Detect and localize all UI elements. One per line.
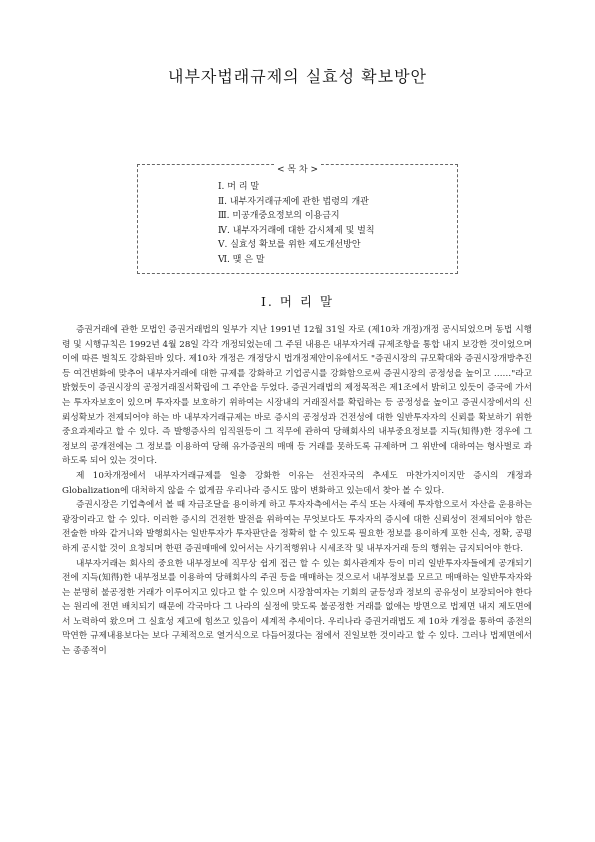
table-of-contents: [137, 164, 458, 274]
toc-list: [218, 180, 375, 268]
section-heading: Ⅰ. 머 리 말: [260, 294, 335, 309]
toc-item: Ⅵ. 맺 은 말: [218, 254, 265, 265]
toc-item: Ⅳ. 내부자거래에 대한 감시체제 및 벌칙: [218, 225, 375, 236]
toc-heading: < 목 차 >: [138, 164, 457, 176]
toc-item: Ⅲ. 미공개중요정보의 이용금지: [218, 211, 340, 222]
paragraph: 제 10차개정에서 내부자거래규제를 일층 강화한 이유는 선진자국의 추세도 마찬가지이지만 증시의 개정과 Globalization에 대처하지 않을 수 없게끔 우리나라 증시도 많이 변화하고 있는데서 찾아 볼 수 있다.: [62, 470, 532, 496]
document-title: 내부자법래규제의 실효성 확보방안: [167, 67, 427, 86]
paragraph: 증권거래에 관한 모법인 증권거래법의 일부가 지난 1991년 12월 31일 자로 (제10차 개정)개정 공시되었으며 동법 시행령 및 시행규칙은 1992년 4월 28일 각각 개정되었는데 그 주된 내용은 내부자거래 규제조항을 통합 내지 보강한 것이었으며 이에 따른 벌칙도 강화된바 있다. 제10차 개정은 개정당시 법개정제안이유에서도 "증권시장의 규모확대와 증권시장개방추진등 여건변화에 맞추어 내부자거래에 대한 규제를 강화하고 기업공시를 강화함으로써 증권시장의 공정성을 높이고 ……"라고 밝혔듯이 증권시장의 공정거래질서확립에 그 주안을 두었다. 증권거래법의 제정목적은 제1조에서 밝히고 있듯이 증국에 가서는 투자자보호이 있으며 투자자를 보호하기 위하여는 시장내의 거래질서를 확립하는 등 공정성을 높이고 증권시장에서의 신뢰성확보가 전제되어야 하는 바 내부자거래규제는 바로 증시의 공정성과 건전성에 대한 일반투자자의 신뢰를 확보하기 위한 중요과제라고 할 수 있다. 즉 발행증사의 임직원등이 그 직무에 관하여 당해회사의 내부중요정보를 지득(知得)한 경우에 그 정보의 공개전에는 그 정보를 이용하여 당해 유가증권의 매매 등 거래를 못하도록 규제하며 그 위반에 대하여는 형사벌로 과하도록 되어 있는 것이다.: [62, 325, 532, 467]
toc-item: Ⅰ. 머 리 말: [218, 182, 260, 192]
body-text: [62, 323, 532, 659]
paragraph: 증권시장은 기업측에서 볼 때 자금조달을 용이하게 하고 투자자측에서는 주식 또는 사채에 투자함으로서 자산을 운용하는 광장이라고 할 수 있다. 이러한 증시의 건전한 발전을 위하여는 무엇보다도 투자자의 증시에 대한 신뢰성이 전제되어야 함은 전술한 바와 같거니와 발행회사는 일반투자가 투자판단을 정확히 할 수 있도록 필요한 정보를 용이하게 포한 신속, 정확, 공평하게 공시할 것이 요청되며 한편 증권매매에 있어서는 사기적행위나 시세조작 및 내부자거래 등의 행위는 금지되어야 한다.: [62, 500, 532, 554]
toc-item: Ⅴ. 실효성 확보를 위한 제도개선방안: [218, 240, 361, 251]
paragraph: 내부자거래는 회사의 중요한 내부정보에 직무상 쉽게 접근 할 수 있는 회사관계자 등이 미리 일반투자자들에게 공개되기 전에 지득(知得)한 내부정보를 이용하여 당해회사의 주권 등을 매매하는 것으로서 내부정보를 모르고 매매하는 일반투자자와는 분명히 불공정한 거래가 이루어지고 있다고 할 수 있으며 시장참여자는 기회의 균등성과 정보의 공유성이 보장되어야 한다는 원리에 전면 배치되기 때문에 각국마다 그 나라의 실정에 맞도록 불공정한 거래를 없애는 방면으로 법제면 내지 제도면에서 노력하여 왔으며 그 실효성 제고에 힘쓰고 있음이 세계적 추세이다. 우리나라 증권거래법도 제 10차 개정을 통하여 종전의 막연한 규제내용보다는 보다 구체적으로 열거식으로 다듬어졌다는 점에서 진일보한 것이라고 할 수 있다. 그러나 법제면에서는 종종적이: [62, 558, 532, 657]
toc-item: Ⅱ. 내부자거래규제에 관한 법령의 개관: [218, 196, 369, 207]
